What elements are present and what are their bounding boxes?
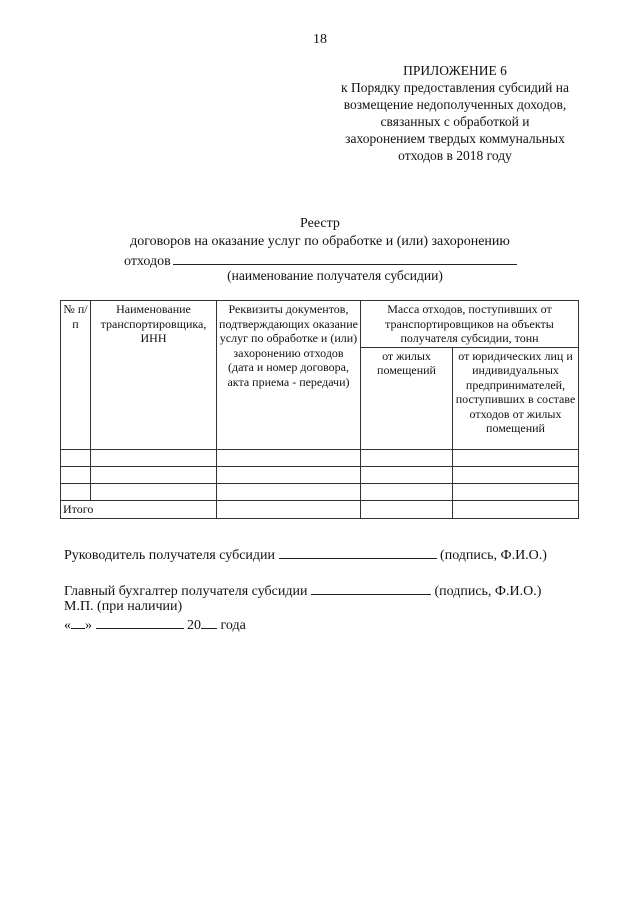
appendix-line: к Порядку предоставления субсидий на	[341, 80, 569, 95]
table-cell[interactable]	[91, 484, 217, 501]
head-signature-line	[64, 546, 547, 564]
head-signature-field[interactable]	[279, 546, 437, 559]
appendix-line: отходов в 2018 году	[398, 148, 512, 163]
recipient-caption: (наименование получателя субсидии)	[227, 268, 443, 283]
registry-waste-label: отходов	[124, 254, 171, 269]
appendix-line: связанных с обработкой и	[380, 114, 530, 129]
accountant-signature-label: Главный бухгалтер получателя субсидии	[64, 584, 308, 599]
registry-table	[60, 300, 579, 519]
date-quote-close: »	[85, 618, 92, 633]
table-cell[interactable]	[91, 467, 217, 484]
table-total-row	[61, 501, 579, 519]
table-cell[interactable]	[217, 450, 361, 467]
table-row	[61, 450, 579, 467]
table-cell[interactable]	[453, 467, 579, 484]
header-carrier: Наименование транспортировщика, ИНН	[91, 301, 217, 450]
header-mass: Масса отходов, поступивших от транспортировщиков на объекты получателя субсидии, тонн	[361, 301, 579, 348]
date-quote-open: «	[64, 618, 71, 633]
table-cell[interactable]	[61, 450, 91, 467]
accountant-signature-line	[64, 582, 541, 600]
appendix-header	[300, 62, 610, 164]
table-header-row	[61, 301, 579, 348]
year-field[interactable]	[201, 616, 217, 629]
registry-title: Реестр	[300, 216, 340, 231]
page-number: 18	[313, 32, 327, 47]
year-prefix: 20	[187, 618, 201, 633]
header-residential: от жилых помещений	[361, 347, 453, 450]
table-cell[interactable]	[217, 467, 361, 484]
header-num: № п/п	[61, 301, 91, 450]
head-signature-label: Руководитель получателя субсидии	[64, 548, 276, 563]
seal-note: М.П. (при наличии)	[64, 599, 183, 614]
year-suffix: года	[220, 618, 246, 633]
table-cell[interactable]	[61, 484, 91, 501]
table-cell[interactable]	[61, 467, 91, 484]
appendix-title: ПРИЛОЖЕНИЕ 6	[403, 63, 507, 78]
table-cell[interactable]	[361, 501, 453, 519]
table-cell[interactable]	[453, 450, 579, 467]
table-cell[interactable]	[361, 467, 453, 484]
table-cell[interactable]	[91, 450, 217, 467]
appendix-line: захоронением твердых коммунальных	[345, 131, 565, 146]
month-field[interactable]	[96, 616, 184, 629]
table-cell[interactable]	[361, 450, 453, 467]
recipient-name-field[interactable]	[173, 252, 517, 265]
table-cell[interactable]	[453, 501, 579, 519]
table-cell[interactable]	[453, 484, 579, 501]
total-label: Итого	[61, 501, 217, 519]
accountant-signature-suffix: (подпись, Ф.И.О.)	[434, 584, 542, 599]
table-row	[61, 467, 579, 484]
table-cell[interactable]	[361, 484, 453, 501]
table-row	[61, 484, 579, 501]
header-legal: от юридических лиц и индивидуальных предпринимателей, поступивших в составе отходов от жилых помещений	[453, 347, 579, 450]
table-cell[interactable]	[217, 484, 361, 501]
header-docs: Реквизиты документов, подтверждающих оказание услуг по обработке и (или) захоронению отходов (дата и номер договора, акта приема - передачи)	[217, 301, 361, 450]
date-line	[64, 616, 246, 634]
day-field[interactable]	[71, 616, 85, 629]
table-cell[interactable]	[217, 501, 361, 519]
head-signature-suffix: (подпись, Ф.И.О.)	[440, 548, 547, 563]
accountant-signature-field[interactable]	[311, 582, 431, 595]
registry-subtitle: договоров на оказание услуг по обработке и (или) захоронению	[130, 234, 510, 249]
appendix-line: возмещение недополученных доходов,	[343, 97, 567, 112]
